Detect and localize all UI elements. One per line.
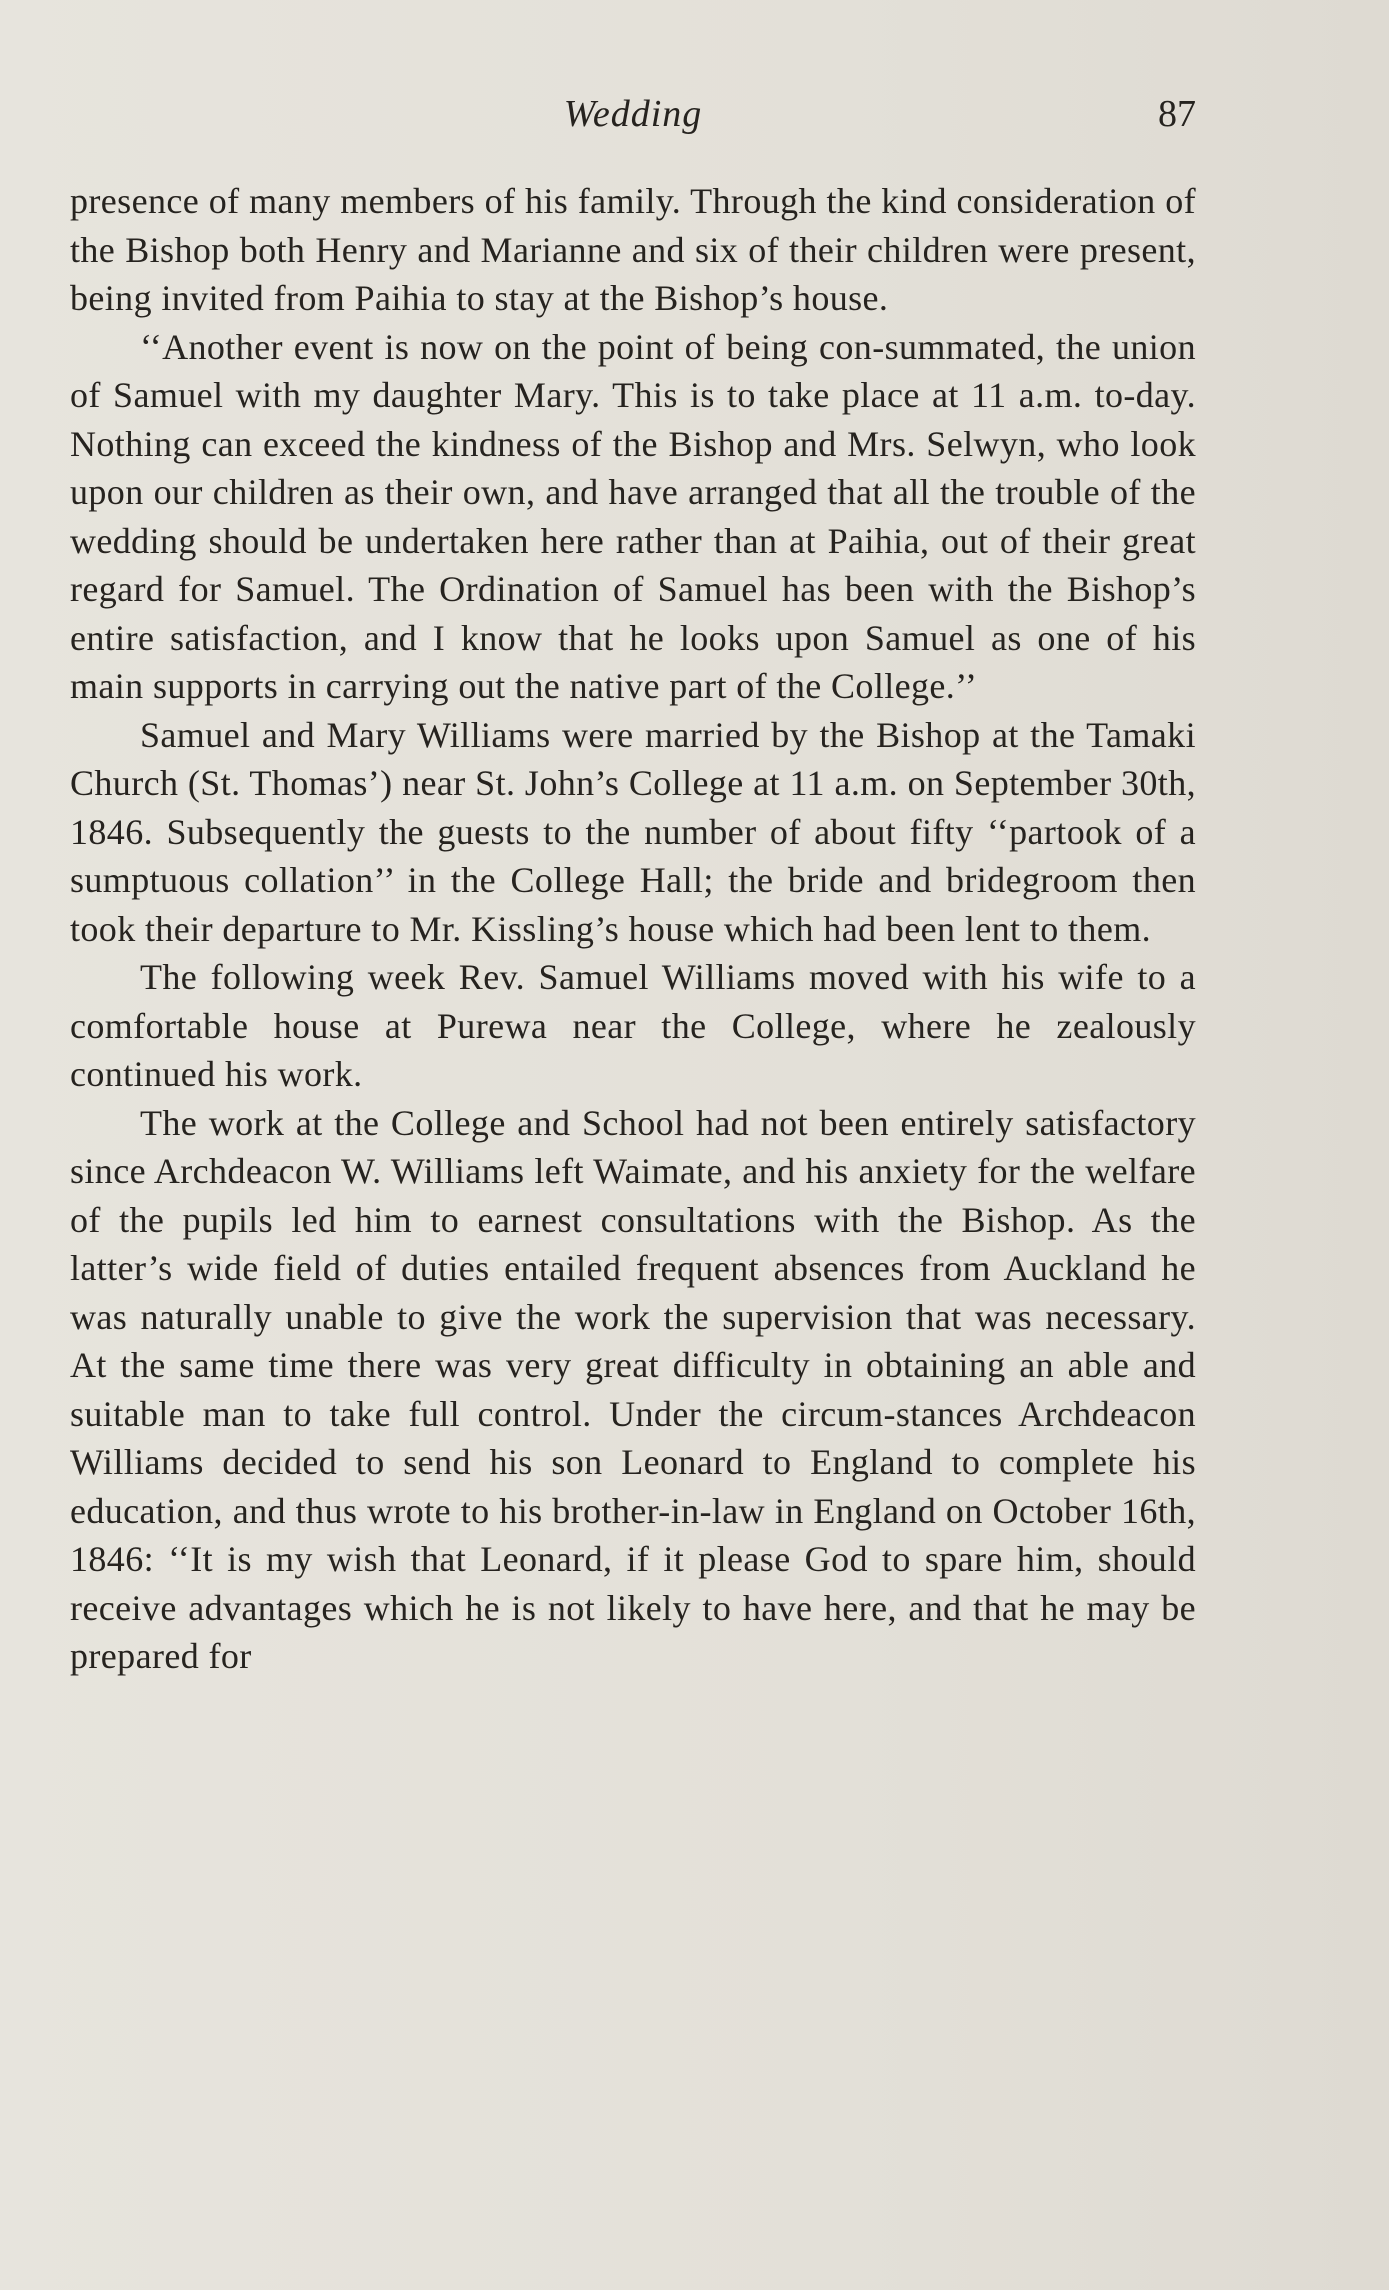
paragraph: Samuel and Mary Williams were married by the Bishop at the Tamaki Church (St. Thomas’) near St. John’s College at 11 a.m. on September 30th, 1846. Subsequently the guests to the number of about fifty ‘‘partook of a sumptuous collation’’ in the College Hall; the bride and bridegroom then took their departure to Mr. Kissling’s house which had been lent to them. [70,714,1196,949]
paragraph: presence of many members of his family. Through the kind consideration of the Bishop both Henry and Marianne and six of their children were present, being invited from Paihia to stay at the Bishop’s house. [70,181,1196,318]
page-header [70,92,1196,152]
running-title: Wedding [563,93,703,135]
paragraph: The following week Rev. Samuel Williams moved with his wife to a comfortable house at Purewa near the College, where he zealously continued his work. [70,957,1196,1094]
paragraph: The work at the College and School had not been entirely satisfactory since Archdeacon W. Williams left Waimate, and his anxiety for the welfare of the pupils led him to earnest consultations with the Bishop. As the latter’s wide field of duties entailed frequent absences from Auckland he was naturally unable to give the work the supervision that was necessary. At the same time there was very great difficulty in obtaining an able and suitable man to take full control. Under the circum-stances Archdeacon Williams decided to send his son Leonard to England to complete his education, and thus wrote to his brother-in-law in England on October 16th, 1846: ‘‘It is my wish that Leonard, if it please God to spare him, should receive advantages which he is not likely to have here, and that he may be prepared for [70,1102,1196,1676]
body-text [70,177,1196,1681]
paragraph: ‘‘Another event is now on the point of being con-summated, the union of Samuel with my daughter Mary. This is to take place at 11 a.m. to-day. Nothing can exceed the kindness of the Bishop and Mrs. Selwyn, who look upon our children as their own, and have arranged that all the trouble of the wedding should be undertaken here rather than at Paihia, out of their great regard for Samuel. The Ordination of Samuel has been with the Bishop’s entire satisfaction, and I know that he looks upon Samuel as one of his main supports in carrying out the native part of the College.’’ [70,326,1196,706]
page-number: 87 [1158,93,1196,135]
